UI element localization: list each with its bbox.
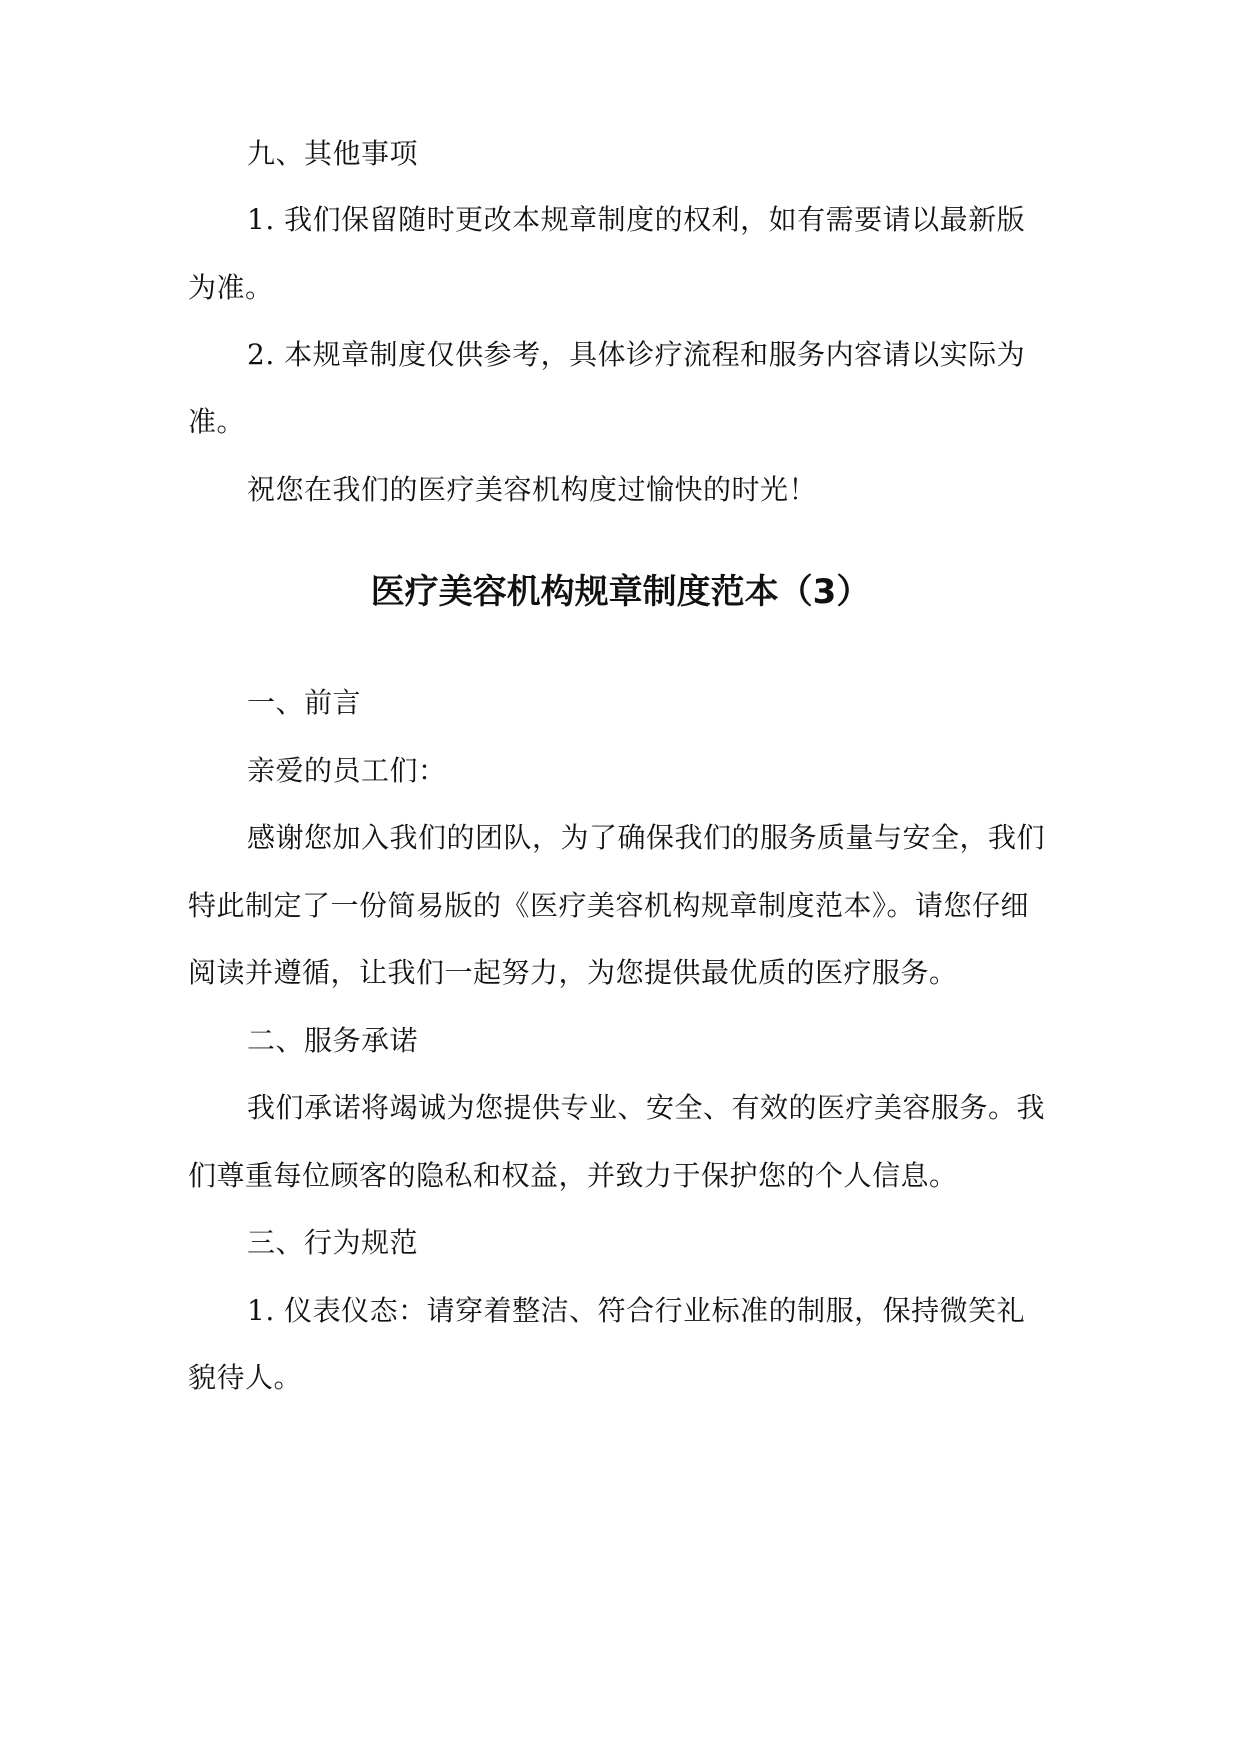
paragraph-line: 貌待人。 bbox=[188, 1361, 303, 1394]
paragraph-line: 2. 本规章制度仅供参考，具体诊疗流程和服务内容请以实际为 bbox=[247, 338, 1026, 371]
paragraph-line: 感谢您加入我们的团队，为了确保我们的服务质量与安全，我们 bbox=[247, 821, 1046, 854]
closing-line: 祝您在我们的医疗美容机构度过愉快的时光！ bbox=[247, 473, 818, 506]
paragraph-line: 特此制定了一份简易版的《医疗美容机构规章制度范本》。请您仔细 bbox=[188, 889, 1030, 922]
paragraph-line: 我们承诺将竭诚为您提供专业、安全、有效的医疗美容服务。我 bbox=[247, 1091, 1046, 1124]
section-heading-other-matters: 九、其他事项 bbox=[247, 137, 419, 170]
section-heading-code-of-conduct: 三、行为规范 bbox=[247, 1226, 419, 1259]
greeting-line: 亲爱的员工们： bbox=[247, 754, 447, 787]
paragraph-line: 阅读并遵循，让我们一起努力，为您提供最优质的医疗服务。 bbox=[188, 956, 958, 989]
document-title: 医疗美容机构规章制度范本（3） bbox=[370, 572, 871, 612]
paragraph-line: 准。 bbox=[188, 405, 246, 438]
paragraph-line: 们尊重每位顾客的隐私和权益，并致力于保护您的个人信息。 bbox=[188, 1159, 958, 1192]
section-heading-preface: 一、前言 bbox=[247, 686, 362, 719]
paragraph-line: 1. 我们保留随时更改本规章制度的权利，如有需要请以最新版 bbox=[247, 203, 1026, 236]
section-heading-service-commitment: 二、服务承诺 bbox=[247, 1024, 419, 1057]
paragraph-line: 1. 仪表仪态：请穿着整洁、符合行业标准的制服，保持微笑礼 bbox=[247, 1294, 1026, 1327]
paragraph-line: 为准。 bbox=[188, 271, 274, 304]
